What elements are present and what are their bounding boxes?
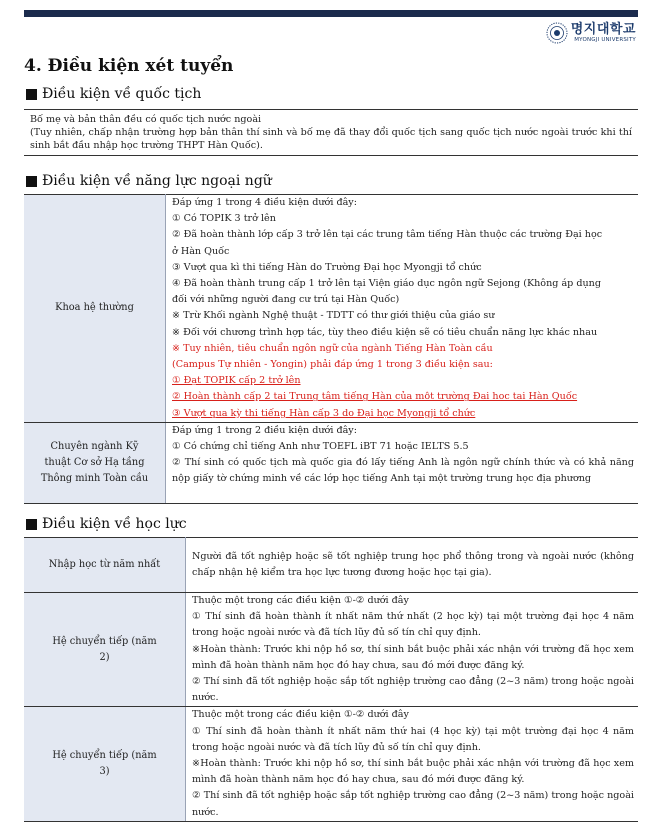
row-content — [186, 707, 639, 821]
condition-line: ① Có chứng chỉ tiếng Anh như TOEFL iBT 71 hoặc IELTS 5.5 — [172, 441, 469, 453]
row-content — [166, 422, 639, 503]
condition-text: Người đã tốt nghiệp hoặc sẽ tốt nghiệp trung học phổ thông trong và ngoài nước (không chấp nhận hệ kiểm tra học lực tương đương hoặc học tại gia). — [192, 550, 634, 578]
red-note-line: ① Đạt TOPIK cấp 2 trở lên — [172, 375, 301, 387]
condition-line: ③ Vượt qua kì thi tiếng Hàn do Trường Đại học Myongji tổ chức — [172, 261, 482, 273]
condition-line: ① Có TOPIK 3 trở lên — [172, 213, 276, 225]
table-row — [24, 538, 638, 593]
table-row — [24, 707, 638, 821]
row-label: Hệ chuyển tiếp (năm 3) — [24, 707, 186, 821]
condition-line: ④ Đã hoàn thành trung cấp 1 trở lên tại Viện giáo dục ngôn ngữ Sejong (Không áp dụng — [172, 278, 602, 290]
language-table — [24, 194, 638, 504]
table-row — [24, 593, 638, 707]
red-note-line: (Campus Tự nhiên - Yongin) phải đáp ứng 1 trong 3 điều kiện sau: — [172, 359, 493, 371]
language-heading-text: Điều kiện về năng lực ngoại ngữ — [42, 173, 272, 189]
academic-table — [24, 537, 638, 822]
condition-line: ở Hàn Quốc — [172, 245, 230, 257]
university-logo — [546, 22, 636, 44]
row-content — [166, 195, 639, 423]
red-note-line: ③ Vượt qua kỳ thi tiếng Hàn cấp 3 do Đại học Myongji tổ chức — [172, 407, 476, 419]
condition-line: ② Đã hoàn thành lớp cấp 3 trở lên tại các trung tâm tiếng Hàn thuộc các trường Đại học — [172, 229, 603, 241]
nationality-heading-text: Điều kiện về quốc tịch — [42, 86, 202, 102]
nationality-line: Bố mẹ và bản thân đều có quốc tịch nước ngoài — [30, 114, 262, 125]
note-line: ※Hoàn thành: Trước khi nộp hồ sơ, thí sinh bắt buộc phải xác nhận với trường đã học xem mình đã hoàn thành năm học đó hay chưa, sau đó mới được đăng ký. — [192, 758, 634, 786]
row-label: Nhập học từ năm nhất — [24, 538, 186, 593]
square-bullet-icon — [26, 519, 37, 530]
note-line: ※ Đối với chương trình hợp tác, tùy theo điều kiện sẽ có tiêu chuẩn năng lực khác nhau — [172, 326, 598, 338]
condition-line: ② Thí sinh đã tốt nghiệp hoặc sắp tốt nghiệp trường cao đẳng (2~3 năm) trong hoặc ngoài nước. — [192, 676, 634, 704]
header-bar — [24, 10, 638, 17]
condition-line: ② Thí sinh đã tốt nghiệp hoặc sắp tốt nghiệp trường cao đẳng (2~3 năm) trong hoặc ngoài nước. — [192, 790, 634, 818]
academic-heading-text: Điều kiện về học lực — [42, 516, 187, 532]
note-line: ※ Trừ Khối ngành Nghệ thuật - TDTT có thư giới thiệu của giáo sư — [172, 310, 495, 322]
logo-english-name: MYONGJI UNIVERSITY — [574, 36, 636, 43]
condition-line: ① Thí sinh đã hoàn thành ít nhất năm thứ hai (4 học kỳ) tại một trường đại học 4 năm trong hoặc ngoài nước và đã tích lũy đủ số tín chỉ quy định. — [192, 725, 634, 753]
red-note-line: ※ Tuy nhiên, tiêu chuẩn ngôn ngữ của ngành Tiếng Hàn Toàn cầu — [172, 342, 493, 354]
nationality-line: (Tuy nhiên, chấp nhận trường hợp bản thân thí sinh và bố mẹ đã thay đổi quốc tịch sang quốc tịch nước ngoài trước khi thí sinh bắt đầu nhập học trường THPT Hàn Quốc). — [30, 127, 632, 151]
row-label: Khoa hệ thường — [24, 195, 166, 423]
university-seal-icon — [546, 22, 568, 44]
row-content — [186, 593, 639, 707]
red-note-line: ② Hoàn thành cấp 2 tại Trung tâm tiếng Hàn của một trường Đại học tại Hàn Quốc — [172, 391, 578, 403]
row-label: Hệ chuyển tiếp (năm 2) — [24, 593, 186, 707]
condition-line: Đáp ứng 1 trong 4 điều kiện dưới đây: — [172, 197, 357, 208]
academic-heading — [26, 516, 187, 532]
condition-line: Đáp ứng 1 trong 2 điều kiện dưới đây: — [172, 424, 357, 436]
square-bullet-icon — [26, 89, 37, 100]
table-row — [24, 195, 638, 423]
table-row — [24, 422, 638, 503]
row-content — [186, 538, 639, 593]
condition-line: Thuộc một trong các điều kiện ①-② dưới đây — [192, 709, 409, 721]
condition-line: Thuộc một trong các điều kiện ①-② dưới đây — [192, 595, 409, 606]
nationality-box — [24, 109, 638, 156]
condition-line: đối với những người đang cư trú tại Hàn Quốc) — [172, 294, 400, 306]
section-title: 4. Điều kiện xét tuyển — [24, 56, 234, 76]
square-bullet-icon — [26, 176, 37, 187]
logo-korean-name: 명지대학교 — [570, 21, 636, 37]
condition-line: ② Thí sinh có quốc tịch mà quốc gia đó lấy tiếng Anh là ngôn ngữ chính thức và có khả năng nộp giấy tờ chứng minh về các lớp học tiếng Anh tại một trường trung học địa phương — [172, 457, 634, 485]
note-line: ※Hoàn thành: Trước khi nộp hồ sơ, thí sinh bắt buộc phải xác nhận với trường đã học xem mình đã hoàn thành năm học đó hay chưa, sau đó mới được đăng ký. — [192, 643, 634, 671]
nationality-heading — [26, 86, 201, 102]
row-label: Chuyên ngành Kỹ thuật Cơ sở Hạ tầng Thông minh Toàn cầu — [24, 422, 166, 503]
condition-line: ① Thí sinh đã hoàn thành ít nhất năm thứ nhất (2 học kỳ) tại một trường đại học 4 năm trong hoặc ngoài nước và đã tích lũy đủ số tín chỉ quy định. — [192, 611, 634, 639]
language-heading — [26, 173, 272, 189]
